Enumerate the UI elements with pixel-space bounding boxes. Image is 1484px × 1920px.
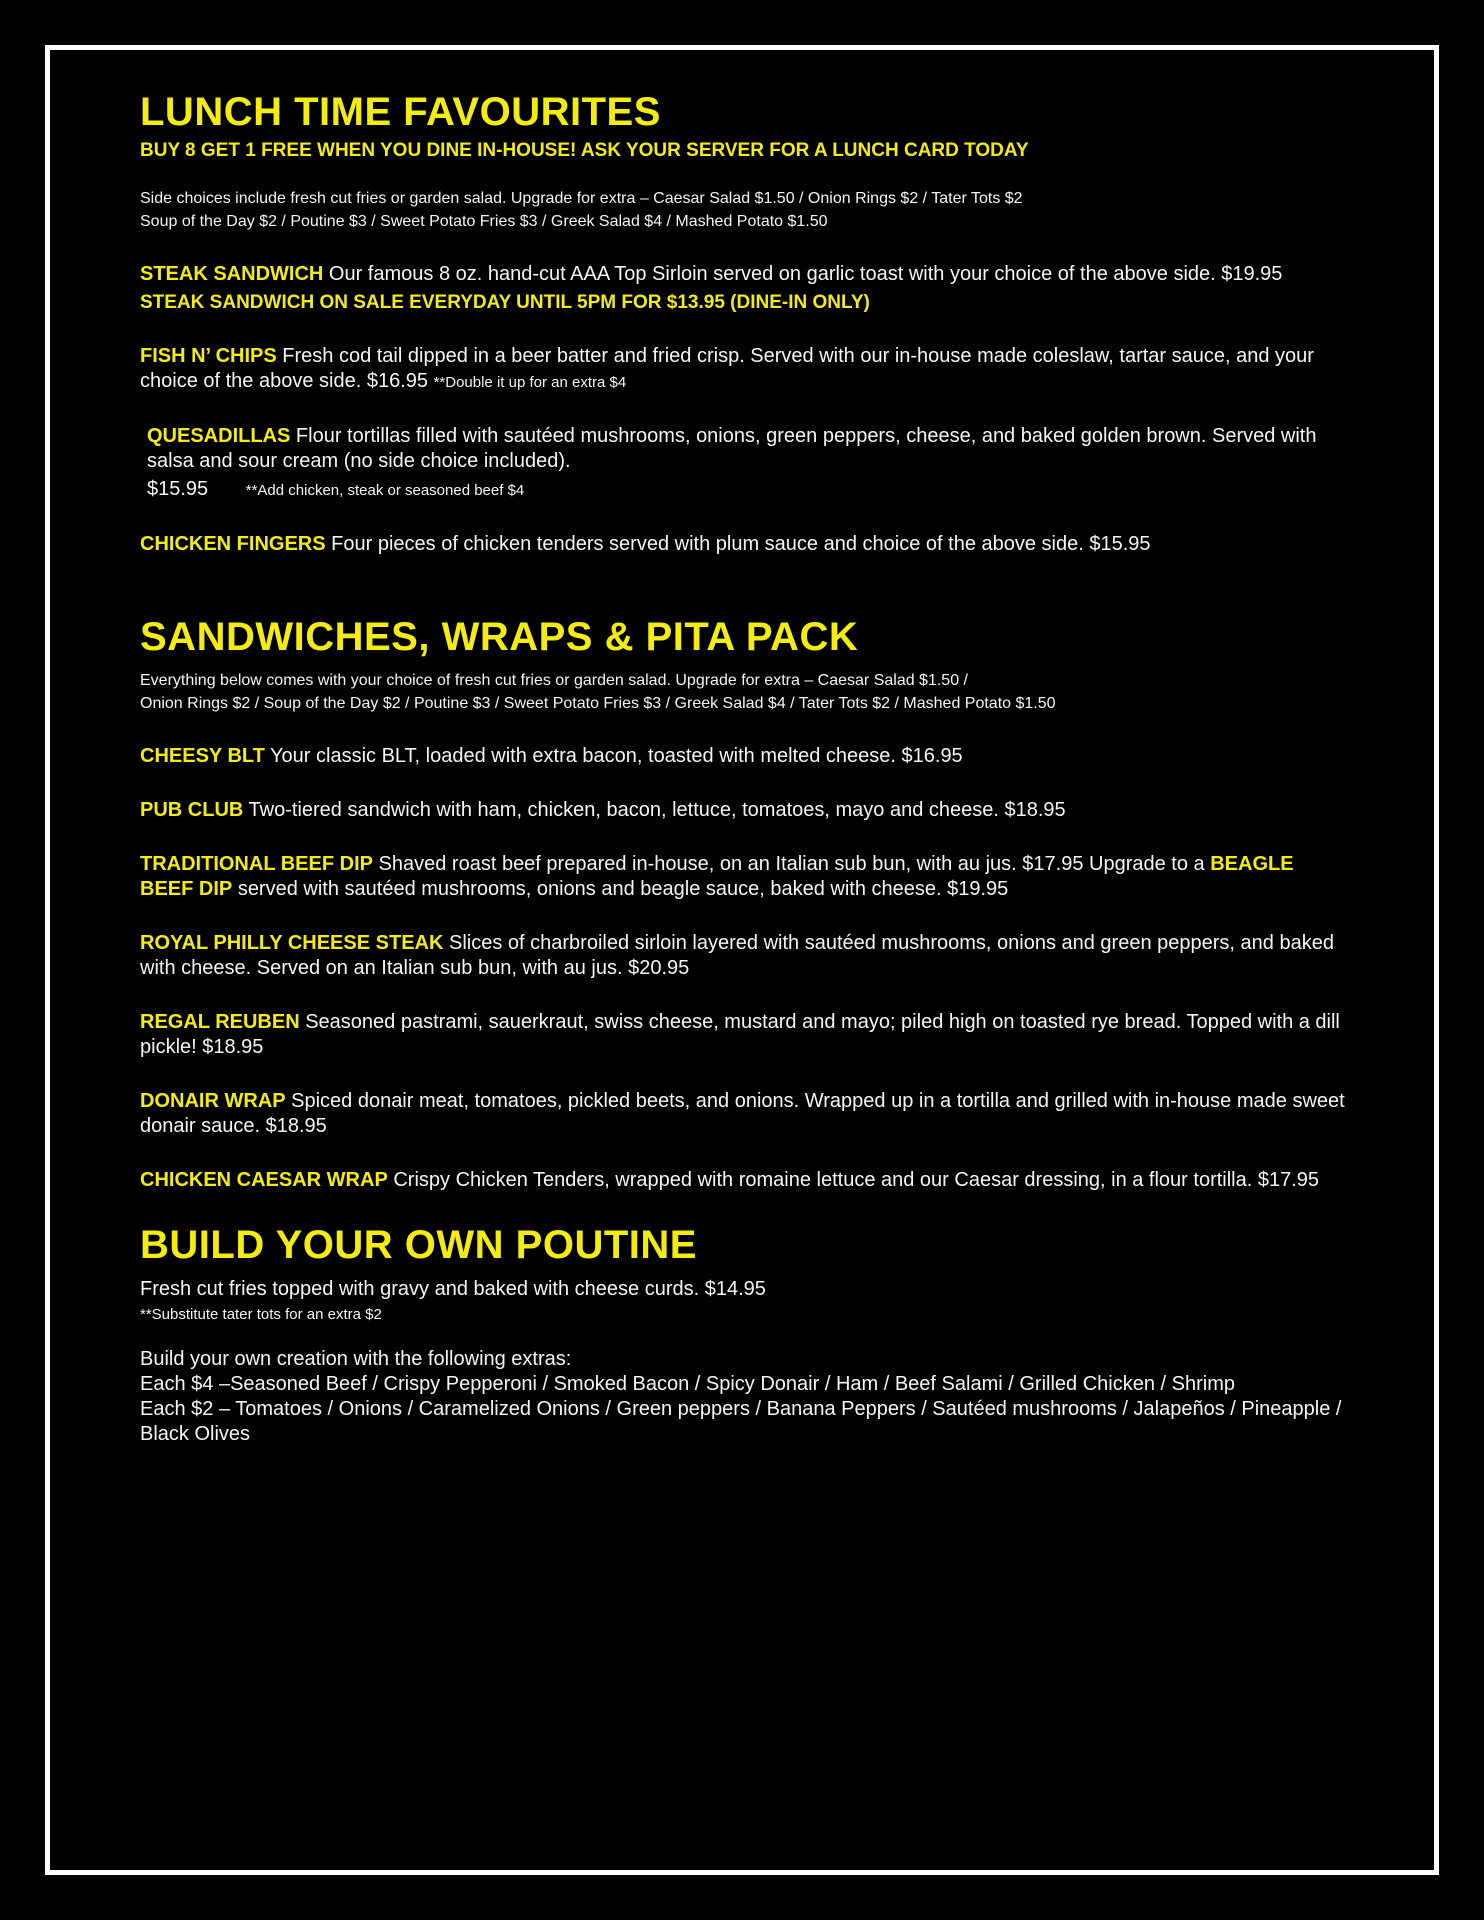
item-name: PUB CLUB bbox=[140, 799, 244, 821]
item-description: Two-tiered sandwich with ham, chicken, bacon, lettuce, tomatoes, mayo and cheese. $18.95 bbox=[248, 799, 1066, 821]
section-title-lunch: LUNCH TIME FAVOURITES bbox=[140, 90, 661, 134]
item-description: Spiced donair meat, tomatoes, pickled beets, and onions. Wrapped up in a tortilla and grilled with in-house made sweet donair sauce. $18.95 bbox=[140, 1090, 1345, 1137]
item-description: Slices of charbroiled sirloin layered with sautéed mushrooms, onions and green peppers, and baked with cheese. Served on an Italian sub bun, with au jus. $20.95 bbox=[140, 932, 1334, 979]
poutine-extras-4: Each $4 –Seasoned Beef / Crispy Pepperoni / Smoked Bacon / Spicy Donair / Ham / Beef Salami / Grilled Chicken / Shrimp bbox=[140, 1373, 1235, 1395]
sandwiches-sides-note bbox=[140, 669, 1352, 715]
menu-item-royal-philly-cheese-steak bbox=[140, 931, 1352, 981]
poutine-extras-2: Each $2 – Tomatoes / Onions / Caramelized Onions / Green peppers / Banana Peppers / Sautéed mushrooms / Jalapeños / Pineapple / Black Olives bbox=[140, 1398, 1342, 1445]
item-description: Seasoned pastrami, sauerkraut, swiss cheese, mustard and mayo; piled high on toasted rye bread. Topped with a dill pickle! $18.95 bbox=[140, 1011, 1340, 1058]
sides-note-line: Soup of the Day $2 / Poutine $3 / Sweet Potato Fries $3 / Greek Salad $4 / Mashed Potato $1.50 bbox=[140, 213, 828, 230]
sides-note-line: Side choices include fresh cut fries or garden salad. Upgrade for extra – Caesar Salad $1.50 / Onion Rings $2 / Tater Tots $2 bbox=[140, 190, 1023, 207]
poutine-substitute-note: **Substitute tater tots for an extra $2 bbox=[140, 1306, 382, 1323]
item-name: REGAL REUBEN bbox=[140, 1011, 300, 1033]
item-price: $15.95 bbox=[147, 478, 209, 500]
menu-item-steak-sandwich bbox=[140, 262, 1352, 287]
section-poutine bbox=[140, 1223, 1352, 1447]
item-name: CHICKEN CAESAR WRAP bbox=[140, 1169, 388, 1191]
menu-item-fish-n-chips bbox=[140, 344, 1352, 395]
item-description: Four pieces of chicken tenders served with plum sauce and choice of the above side. $15.95 bbox=[331, 533, 1151, 555]
item-description: Shaved roast beef prepared in-house, on an Italian sub bun, with au jus. $17.95 Upgrade to a bbox=[378, 853, 1205, 875]
quesadillas-price-line bbox=[147, 477, 1352, 503]
item-extra-note: **Add chicken, steak or seasoned beef $4 bbox=[245, 482, 525, 499]
menu-item-traditional-beef-dip bbox=[140, 852, 1352, 902]
item-name: DONAIR WRAP bbox=[140, 1090, 286, 1112]
item-description: Our famous 8 oz. hand-cut AAA Top Sirloin served on garlic toast with your choice of the above side. $19.95 bbox=[328, 263, 1283, 285]
menu-item-chicken-fingers bbox=[140, 532, 1352, 557]
item-name: FISH N’ CHIPS bbox=[140, 345, 277, 367]
item-name: CHEESY BLT bbox=[140, 745, 265, 767]
item-inline-name: BEAGLE BEEF DIP bbox=[140, 853, 1294, 900]
item-description: served with sautéed mushrooms, onions and beagle sauce, baked with cheese. $19.95 bbox=[237, 878, 1009, 900]
section-sandwiches bbox=[140, 615, 1352, 1193]
item-name: TRADITIONAL BEEF DIP bbox=[140, 853, 373, 875]
item-description: Flour tortillas filled with sautéed mushrooms, onions, green peppers, cheese, and baked golden brown. Served with salsa and sour cream (no side choice included). bbox=[147, 425, 1317, 472]
poutine-description: Fresh cut fries topped with gravy and baked with cheese curds. $14.95 bbox=[140, 1278, 766, 1300]
item-name: QUESADILLAS bbox=[147, 425, 291, 447]
sides-note-line: Onion Rings $2 / Soup of the Day $2 / Poutine $3 / Sweet Potato Fries $3 / Greek Salad $4 / Tater Tots $2 / Mashed Potato $1.50 bbox=[140, 695, 1056, 712]
sides-note-line: Everything below comes with your choice of fresh cut fries or garden salad. Upgrade for extra – Caesar Salad $1.50 / bbox=[140, 672, 968, 689]
section-title-poutine: BUILD YOUR OWN POUTINE bbox=[140, 1223, 697, 1267]
item-name: ROYAL PHILLY CHEESE STEAK bbox=[140, 932, 444, 954]
menu-item-regal-reuben bbox=[140, 1010, 1352, 1060]
item-description: Your classic BLT, loaded with extra bacon, toasted with melted cheese. $16.95 bbox=[270, 745, 963, 767]
item-description: Fresh cod tail dipped in a beer batter and fried crisp. Served with our in-house made coleslaw, tartar sauce, and your choice of the above side. $16.95 bbox=[140, 345, 1314, 392]
section-lunch bbox=[140, 90, 1352, 557]
lunch-sides-note bbox=[140, 187, 1352, 233]
lunch-promo-line: BUY 8 GET 1 FREE WHEN YOU DINE IN-HOUSE! ASK YOUR SERVER FOR A LUNCH CARD TODAY bbox=[140, 140, 1029, 161]
poutine-build-intro: Build your own creation with the following extras: bbox=[140, 1348, 572, 1370]
menu-item-cheesy-blt bbox=[140, 744, 1352, 769]
item-name: CHICKEN FINGERS bbox=[140, 533, 326, 555]
menu-item-pub-club bbox=[140, 798, 1352, 823]
item-name: STEAK SANDWICH bbox=[140, 263, 324, 285]
menu-item-donair-wrap bbox=[140, 1089, 1352, 1139]
menu-item-quesadillas bbox=[140, 424, 1352, 503]
poutine-extras-block bbox=[140, 1347, 1352, 1447]
item-description: Crispy Chicken Tenders, wrapped with romaine lettuce and our Caesar dressing, in a flour tortilla. $17.95 bbox=[393, 1169, 1320, 1191]
quesadillas-text bbox=[147, 424, 1352, 474]
menu-content bbox=[140, 90, 1352, 1447]
menu-item-chicken-caesar-wrap bbox=[140, 1168, 1352, 1193]
item-extra-note: **Double it up for an extra $4 bbox=[433, 374, 627, 391]
section-title-sandwiches: SANDWICHES, WRAPS & PITA PACK bbox=[140, 615, 859, 659]
steak-sandwich-sale-line: STEAK SANDWICH ON SALE EVERYDAY UNTIL 5PM FOR $13.95 (DINE-IN ONLY) bbox=[140, 292, 870, 313]
